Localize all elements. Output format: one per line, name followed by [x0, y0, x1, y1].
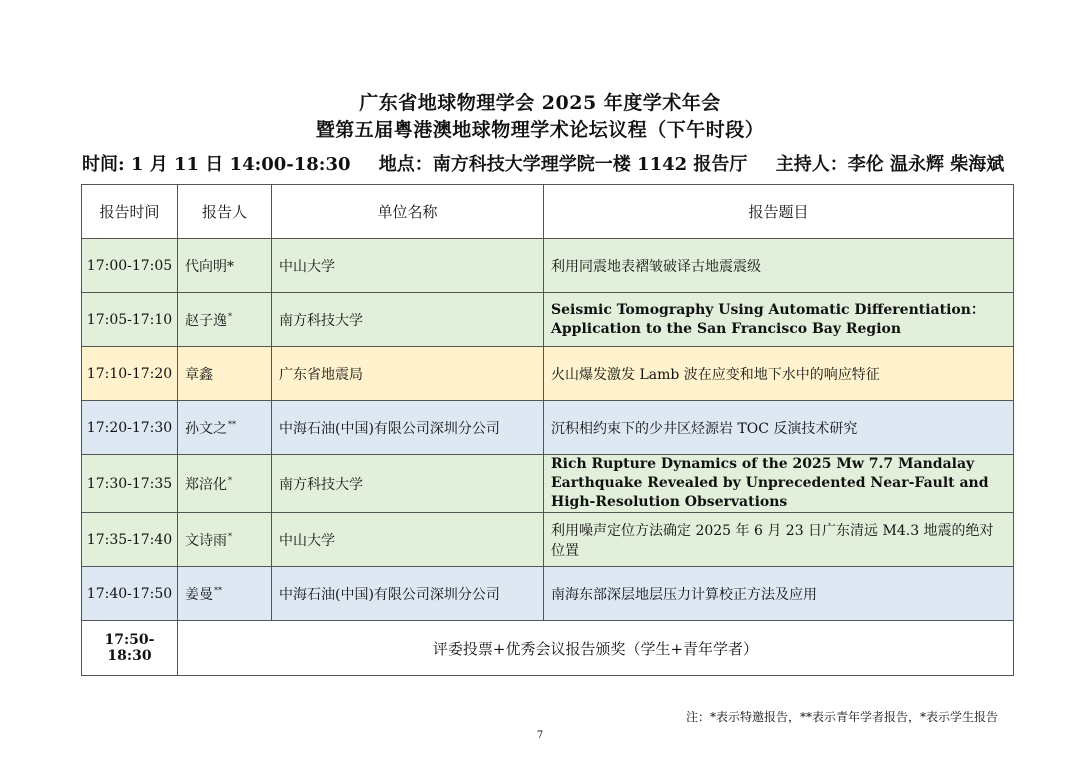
header-speaker: 报告人: [178, 185, 272, 239]
table-row: [82, 455, 1014, 513]
row-org: 中山大学: [272, 239, 544, 293]
row-time: 17:10-17:20: [82, 347, 178, 401]
header-time: 报告时间: [82, 185, 178, 239]
row-speaker: [178, 401, 272, 455]
agenda-body: [82, 239, 1014, 676]
speaker-name: 代向明*: [185, 258, 234, 275]
title-line-1: 广东省地球物理学会 2025 年度学术年会: [359, 92, 721, 114]
row-topic: 火山爆发激发 Lamb 波在应变和地下水中的响应特征: [544, 347, 1014, 401]
table-row: [82, 347, 1014, 401]
speaker-name: 姜曼: [185, 586, 213, 603]
table-row: [82, 293, 1014, 347]
table-row: [82, 513, 1014, 567]
row-speaker: [178, 513, 272, 567]
meeting-location: 地点：南方科技大学理学院一楼 1142 报告厅: [378, 154, 748, 175]
row-time: 17:20-17:30: [82, 401, 178, 455]
header-topic: 报告题目: [544, 185, 1014, 239]
row-time: 17:05-17:10: [82, 293, 178, 347]
row-org: 中海石油(中国)有限公司深圳分公司: [272, 401, 544, 455]
agenda-table: [81, 184, 1014, 676]
row-topic: Rich Rupture Dynamics of the 2025 Mw 7.7 Mandalay Earthquake Revealed by Unprecedented Near-Fault and High-Resolution Observations: [544, 455, 1014, 513]
speaker-mark: **: [228, 419, 236, 429]
row-org: 中山大学: [272, 513, 544, 567]
table-header-row: [82, 185, 1014, 239]
row-org: 中海石油(中国)有限公司深圳分公司: [272, 567, 544, 621]
speaker-mark: *: [228, 311, 232, 321]
row-topic: Seismic Tomography Using Automatic Differentiation：Application to the San Francisco Bay Region: [544, 293, 1014, 347]
row-speaker: [178, 347, 272, 401]
table-row: [82, 401, 1014, 455]
speaker-name: 孙文之: [185, 420, 227, 437]
meeting-time: 时间: 1 月 11 日 14:00-18:30: [82, 154, 351, 175]
speaker-name: 赵子逸: [185, 312, 227, 329]
row-speaker: [178, 239, 272, 293]
row-time: 17:40-17:50: [82, 567, 178, 621]
row-topic: 利用同震地表褶皱破译古地震震级: [544, 239, 1014, 293]
row-topic: 南海东部深层地层压力计算校正方法及应用: [544, 567, 1014, 621]
row-time: 17:00-17:05: [82, 239, 178, 293]
meeting-host: 主持人：李伦 温永辉 柴海斌: [775, 154, 1005, 175]
row-speaker: [178, 567, 272, 621]
award-description: 评委投票+优秀会议报告颁奖（学生+青年学者）: [178, 621, 1014, 676]
speaker-name: 文诗雨: [185, 532, 227, 549]
speaker-mark: **: [214, 585, 222, 595]
row-speaker: [178, 293, 272, 347]
row-speaker: [178, 455, 272, 513]
speaker-name: 章鑫: [185, 366, 213, 383]
speaker-name: 郑涪化: [185, 476, 227, 493]
header-org: 单位名称: [272, 185, 544, 239]
row-org: 广东省地震局: [272, 347, 544, 401]
row-topic: 沉积相约束下的少井区烃源岩 TOC 反演技术研究: [544, 401, 1014, 455]
row-time: 17:35-17:40: [82, 513, 178, 567]
table-row: [82, 567, 1014, 621]
table-row: [82, 239, 1014, 293]
row-org: 南方科技大学: [272, 293, 544, 347]
row-topic: 利用噪声定位方法确定 2025 年 6 月 23 日广东清远 M4.3 地震的绝对位置: [544, 513, 1014, 567]
meeting-meta: [82, 150, 1042, 176]
award-time: 17:50-18:30: [82, 621, 178, 676]
row-org: 南方科技大学: [272, 455, 544, 513]
speaker-mark: *: [228, 475, 232, 485]
title-line-2: 暨第五届粤港澳地球物理学术论坛议程（下午时段）: [315, 119, 765, 141]
speaker-mark: *: [228, 531, 232, 541]
page-number: 7: [536, 730, 544, 741]
row-time: 17:30-17:35: [82, 455, 178, 513]
award-row: [82, 621, 1014, 676]
footnote: 注：*表示特邀报告，**表示青年学者报告，*表示学生报告: [685, 710, 998, 724]
